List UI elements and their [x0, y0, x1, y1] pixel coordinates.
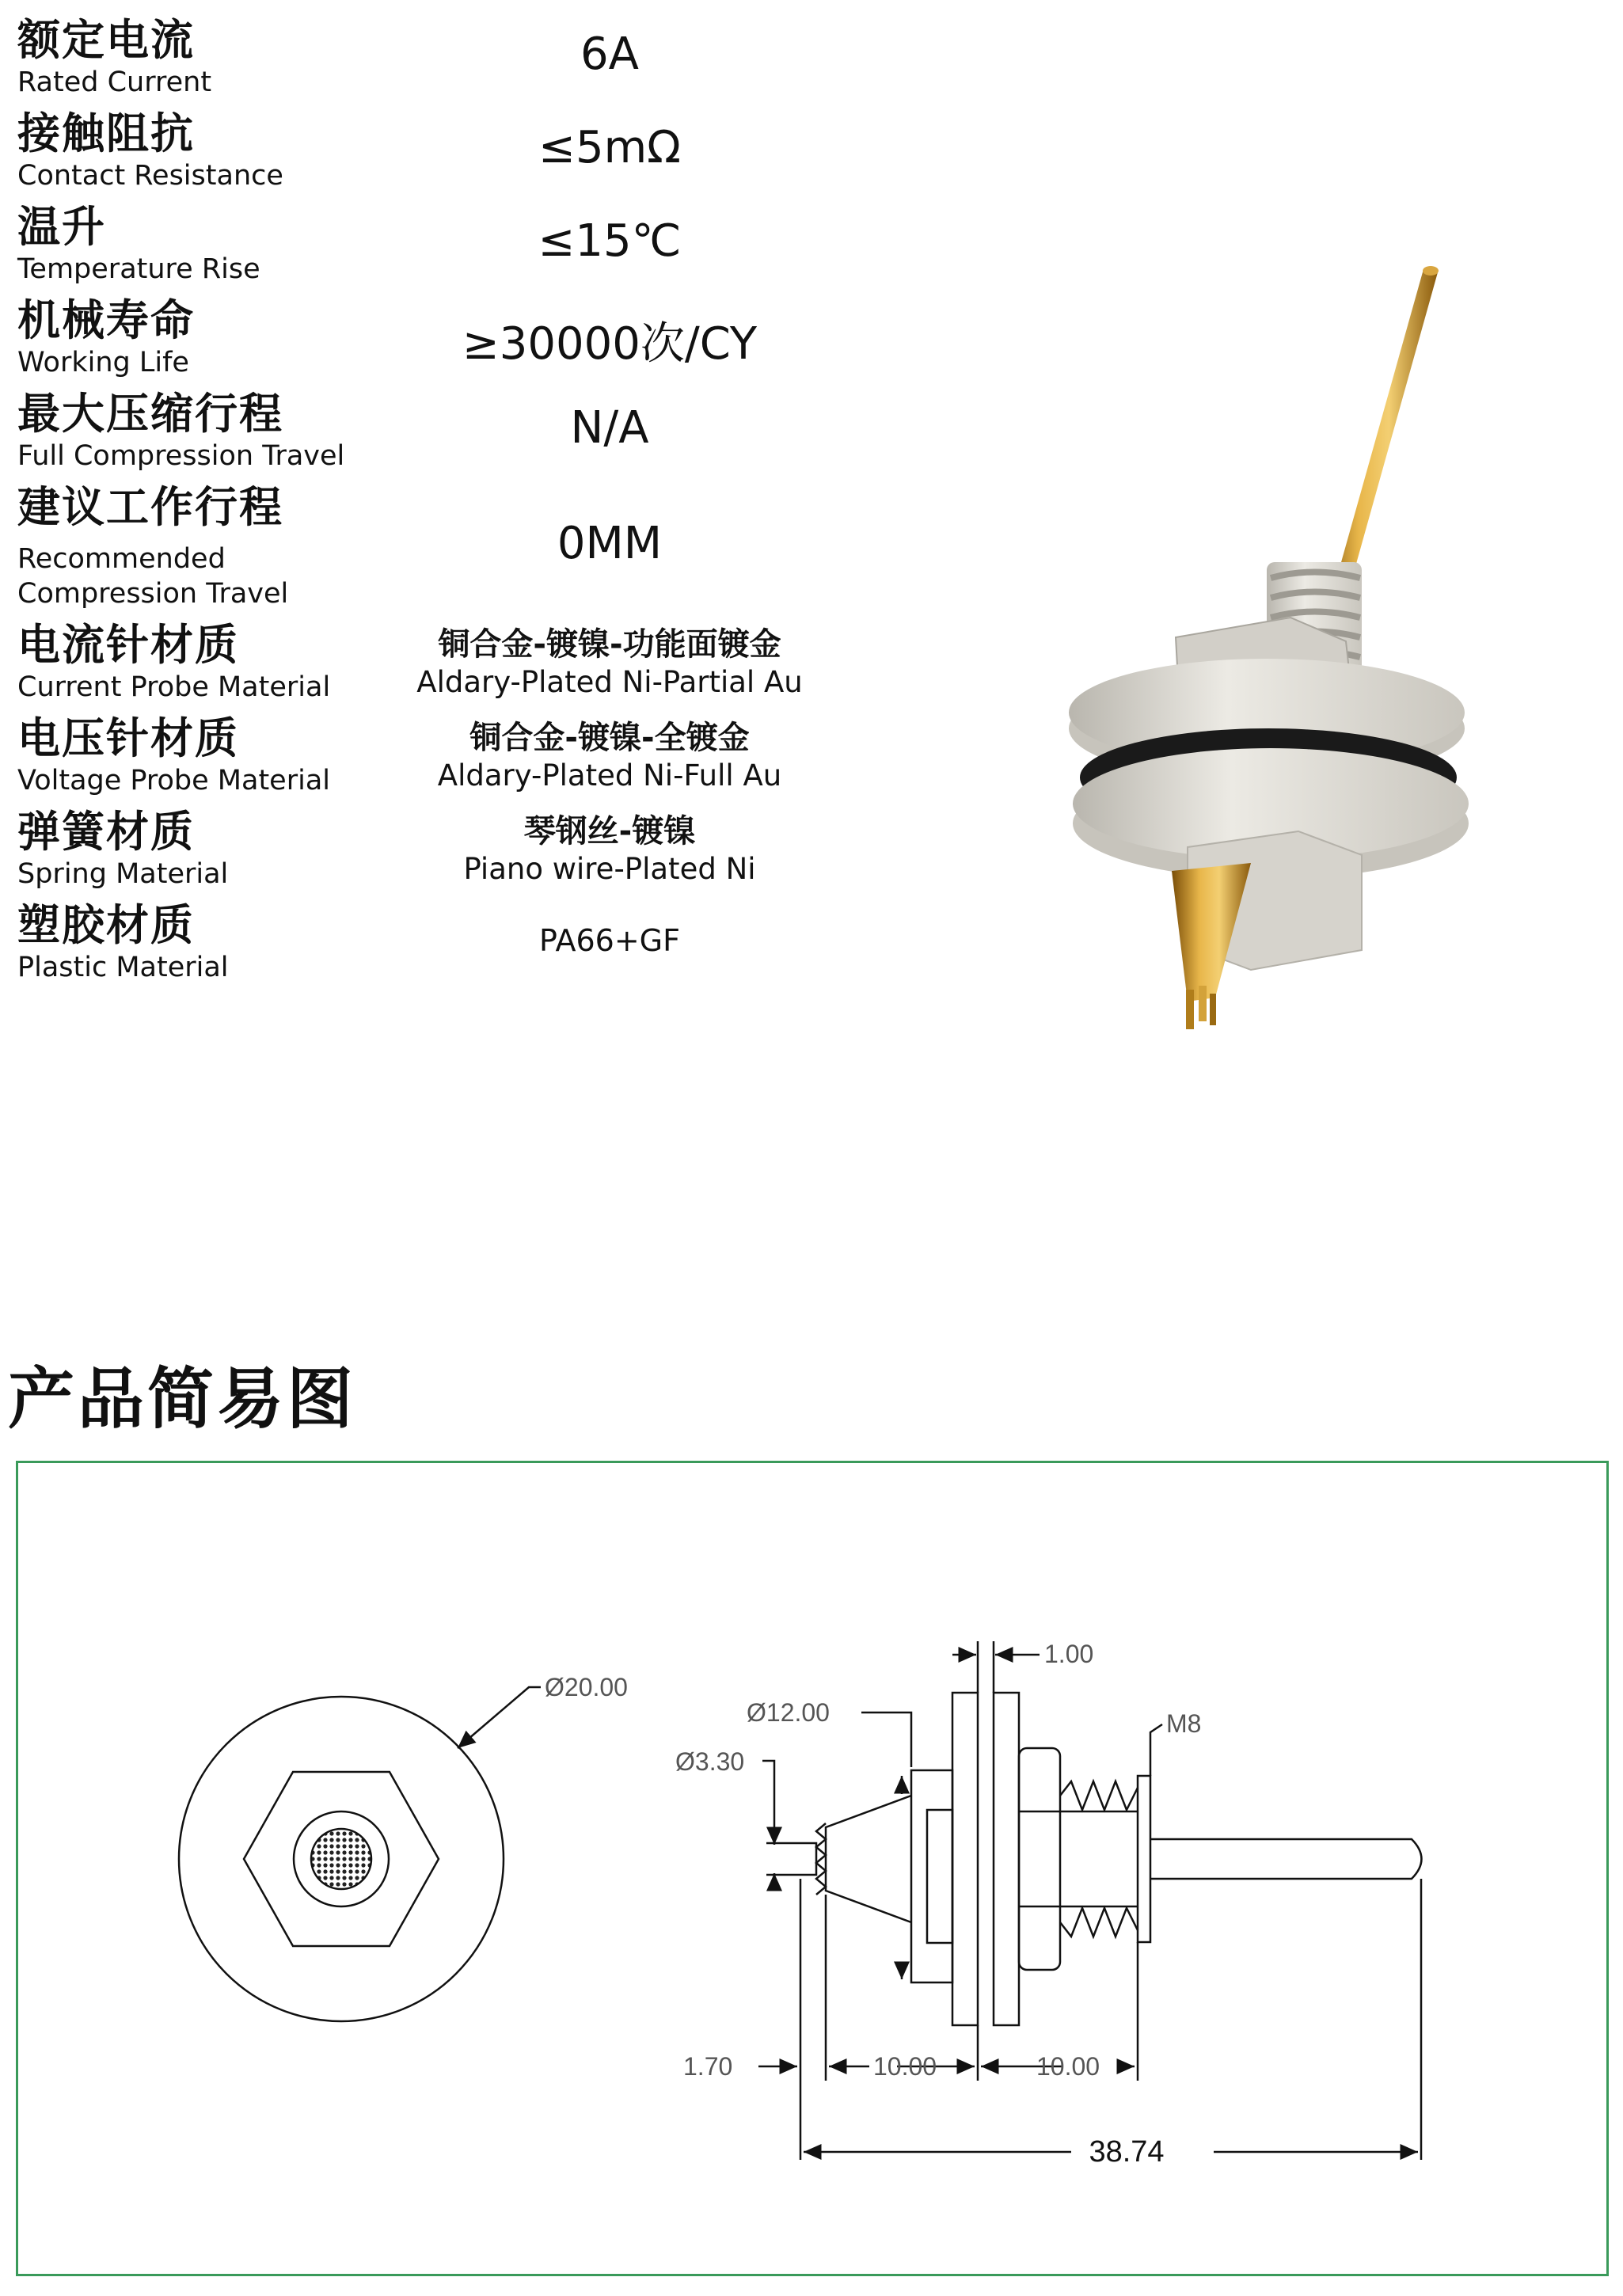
spec-label-zh: 电压针材质: [17, 713, 239, 763]
dim-total-length: 38.74: [1089, 2135, 1165, 2169]
leader-flange-diameter: [861, 1712, 911, 1767]
plate-left: [952, 1693, 978, 2025]
thread-collar: [1138, 1776, 1150, 1942]
front-knurl: [311, 1829, 371, 1889]
spec-value-zh: 琴钢丝-镀镍: [523, 813, 696, 850]
spec-value: N/A: [570, 402, 649, 454]
spec-label-zh: 机械寿命: [17, 295, 195, 345]
product-render: [1029, 245, 1504, 1037]
spec-label-en: Voltage Probe Material: [17, 765, 330, 796]
leader-tip-diameter: [762, 1761, 774, 1827]
spring-bottom: [1060, 1908, 1138, 1937]
cone-tip: [800, 1843, 816, 1875]
cone-teeth: [816, 1823, 826, 1895]
spec-value-en: Piano wire-Plated Ni: [463, 852, 756, 886]
drawing-frame: [16, 1461, 1609, 2276]
spec-value: 6A: [580, 29, 639, 80]
dim-thread: M8: [1166, 1709, 1202, 1738]
spec-label-en: Current Probe Material: [17, 671, 331, 703]
dim-tip-length: 1.70: [683, 2052, 733, 2081]
pin-tip: [1423, 266, 1439, 276]
leader-outer-diameter: [458, 1687, 541, 1748]
dim-rear-length: 10.00: [1036, 2052, 1100, 2081]
spec-value: ≤15℃: [538, 215, 682, 267]
cone: [826, 1796, 911, 1922]
spec-value-zh: 铜合金-镀镍-功能面镀金: [438, 626, 781, 663]
spec-label-en: Rated Current: [17, 67, 212, 98]
spec-label-zh: 额定电流: [17, 15, 195, 65]
spec-label-zh: 建议工作行程: [17, 482, 283, 532]
spec-value-zh: 铜合金-镀镍-全镀金: [469, 720, 750, 756]
spring-top: [1060, 1781, 1138, 1810]
spec-label-zh: 弹簧材质: [17, 807, 195, 857]
spec-value: 0MM: [557, 518, 663, 569]
spec-value-en: Aldary-Plated Ni-Partial Au: [416, 665, 803, 699]
spec-label-en: Plastic Material: [17, 952, 229, 983]
dim-flange-diameter: Ø12.00: [747, 1698, 830, 1727]
bottom-tip-c: [1210, 994, 1216, 1025]
spec-label-en: Spring Material: [17, 858, 229, 890]
spec-label-zh: 塑胶材质: [17, 900, 195, 950]
spec-value: ≥30000次/CY: [462, 318, 758, 370]
spec-label-en: Working Life: [17, 347, 189, 378]
bottom-tip-b: [1199, 986, 1207, 1021]
spec-label-zh: 接触阻抗: [17, 108, 195, 158]
dim-plate-gap: 1.00: [1044, 1640, 1094, 1668]
technical-drawing: [18, 1463, 1606, 2274]
spec-label-en: Contact Resistance: [17, 160, 283, 192]
spec-value: PA66+GF: [539, 923, 680, 958]
flange-block: [911, 1770, 952, 1982]
spec-label-zh: 最大压缩行程: [17, 389, 283, 439]
spec-value-en: Aldary-Plated Ni-Full Au: [437, 758, 782, 793]
spec-label-zh: 温升: [17, 202, 106, 252]
spec-label-en-line1: Recommended: [17, 543, 226, 575]
spec-value: ≤5mΩ: [538, 122, 681, 173]
plate-right: [994, 1693, 1019, 2025]
leader-thread: [1150, 1724, 1162, 1776]
spec-label-en: Temperature Rise: [17, 253, 260, 285]
dim-outer-diameter: Ø20.00: [545, 1673, 628, 1701]
spec-label-en-line2: Compression Travel: [17, 578, 289, 610]
dim-tip-diameter: Ø3.30: [675, 1747, 745, 1776]
dim-front-length: 10.00: [873, 2052, 937, 2081]
flange-inner: [927, 1810, 952, 1943]
bottom-tip-a: [1186, 990, 1194, 1029]
rear-pin: [1150, 1839, 1422, 1879]
spec-label-zh: 电流针材质: [17, 620, 239, 670]
spec-label-en: Full Compression Travel: [17, 440, 345, 472]
section-title: 产品简易图: [8, 1360, 357, 1438]
rear-nut: [1019, 1748, 1060, 1970]
